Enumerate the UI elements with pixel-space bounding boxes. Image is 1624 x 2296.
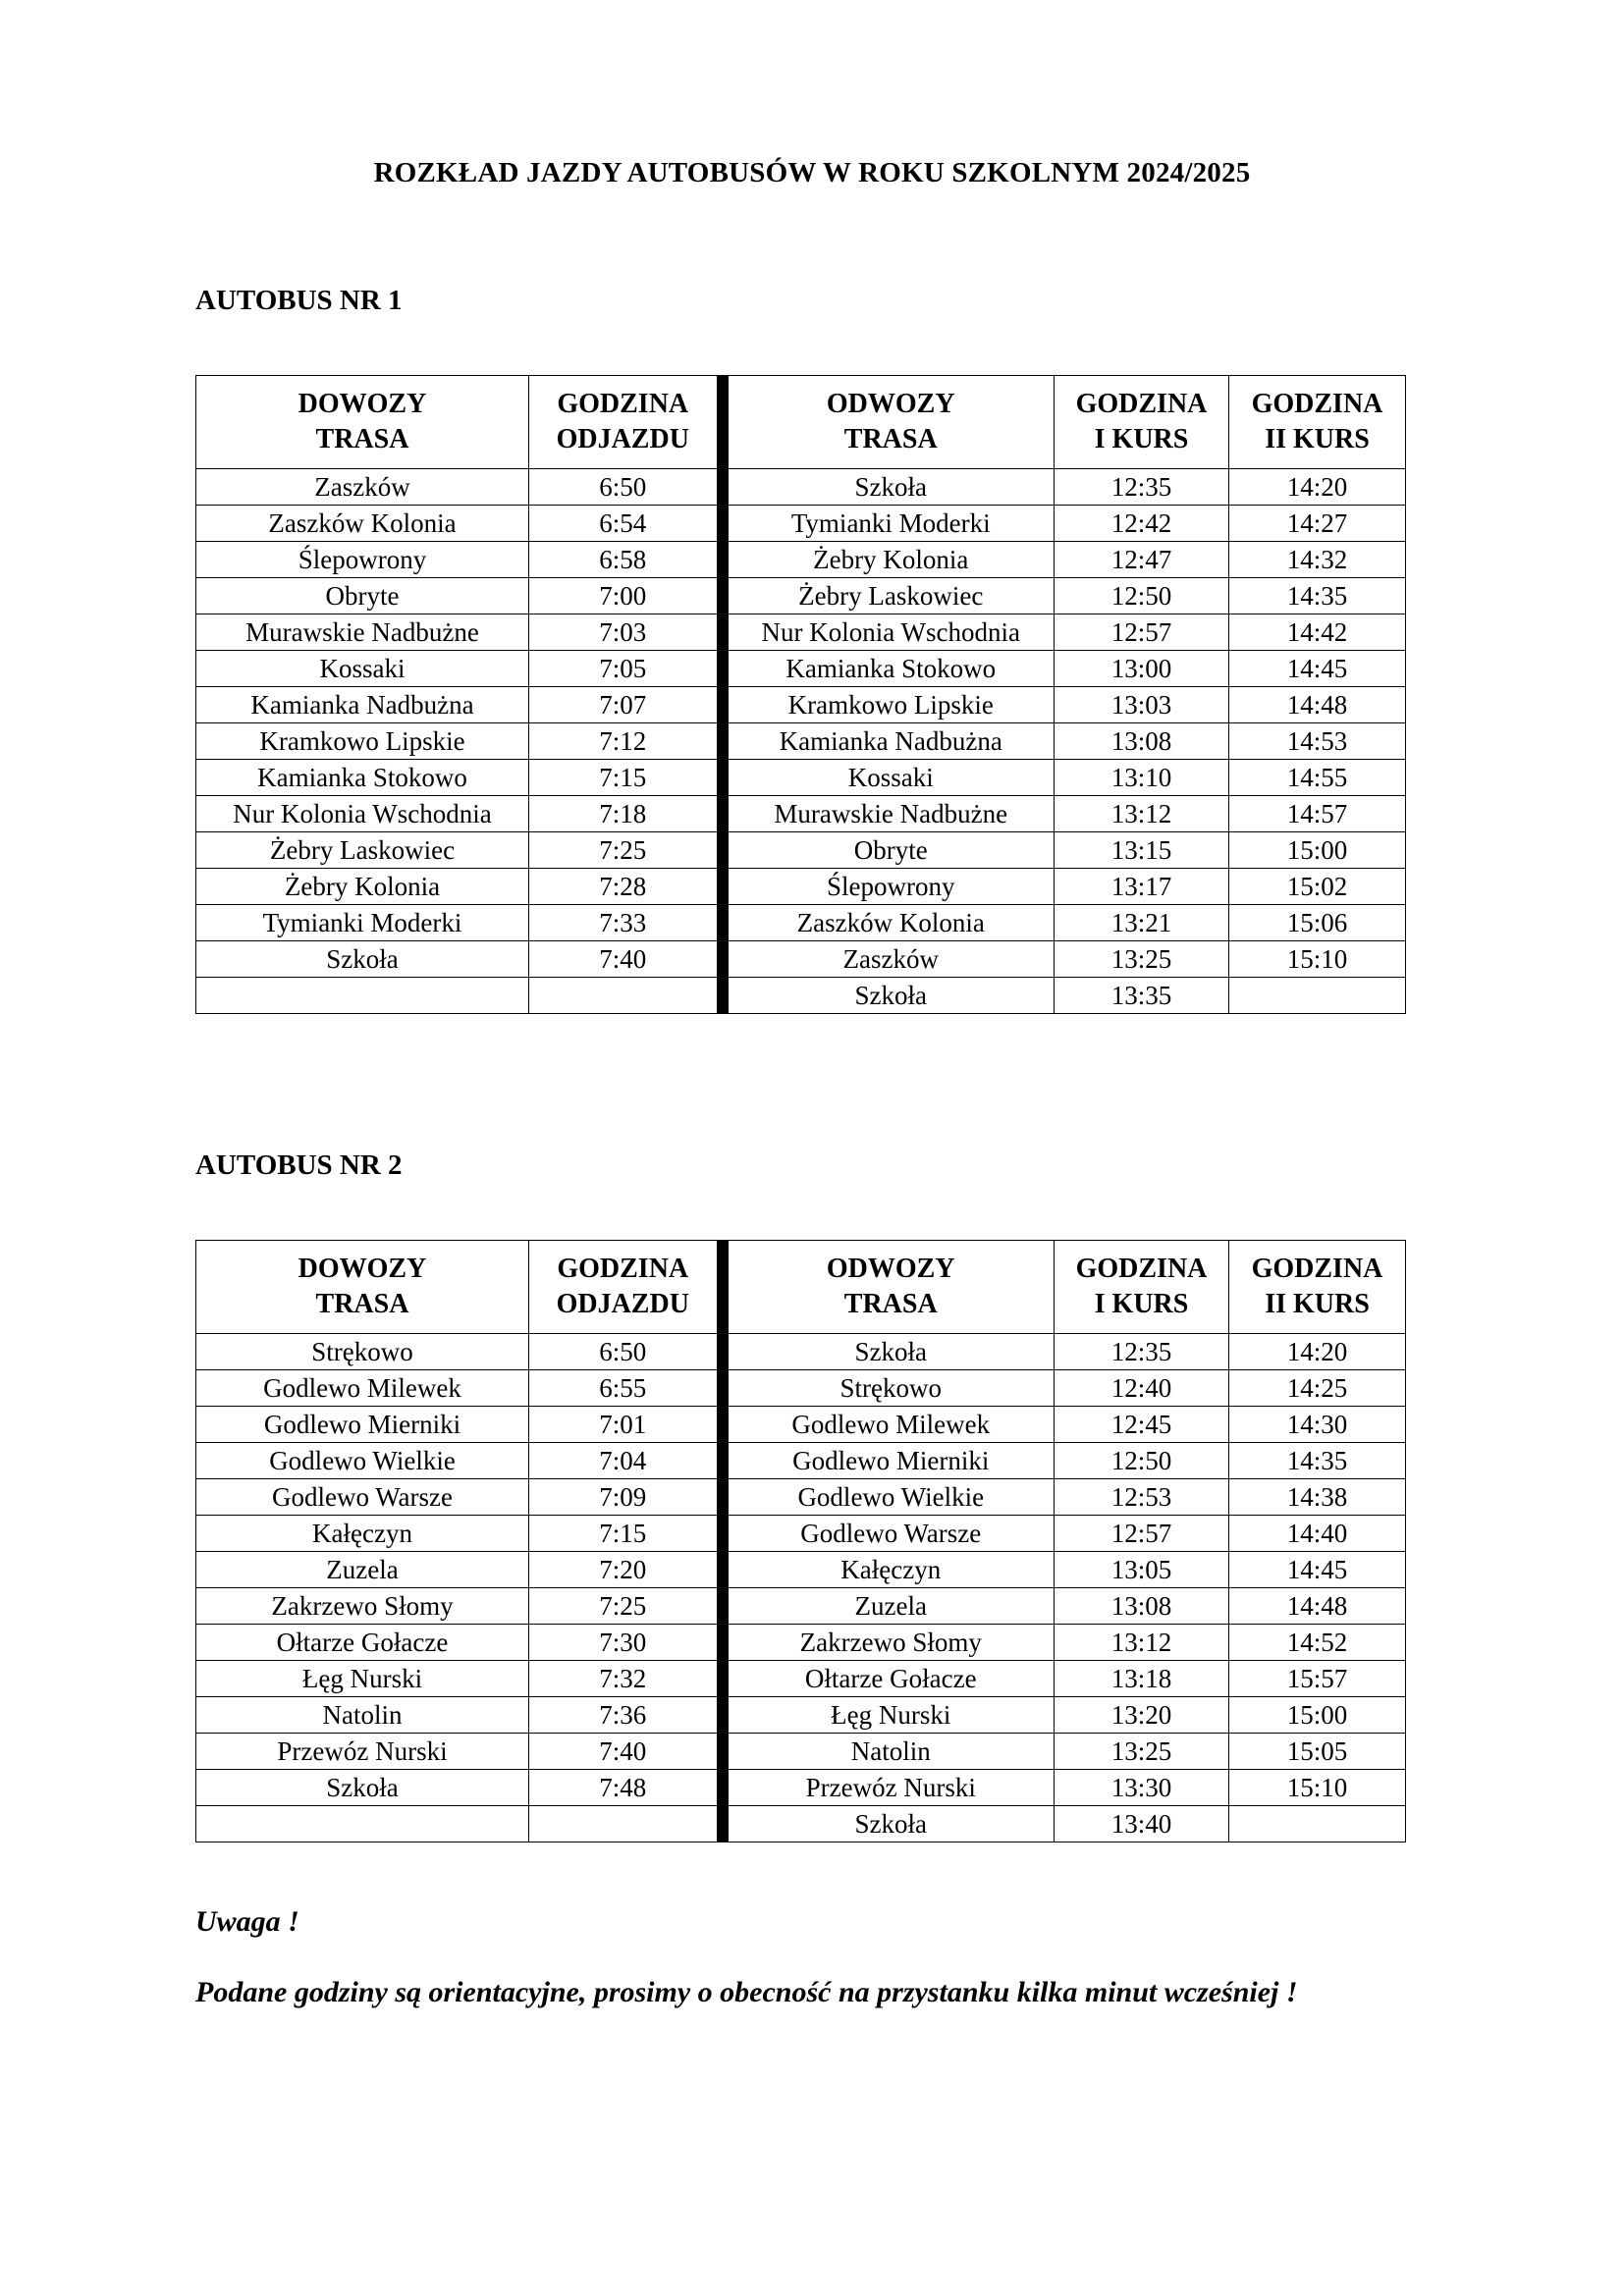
godzina-odjazdu-header: GODZINA ODJAZDU <box>529 1241 723 1334</box>
kurs-2-time-cell: 14:27 <box>1229 506 1406 542</box>
odjazd-time-cell: 7:03 <box>529 614 723 651</box>
table-header-row <box>196 1241 1406 1334</box>
dowozy-trasa-header: DOWOZY TRASA <box>196 376 529 469</box>
dowozy-stop-cell: Godlewo Warsze <box>196 1479 529 1516</box>
odwozy-stop-cell: Szkoła <box>723 1334 1055 1370</box>
dowozy-stop-cell: Nur Kolonia Wschodnia <box>196 796 529 832</box>
dowozy-stop-cell: Łęg Nurski <box>196 1661 529 1697</box>
odjazd-time-cell: 7:18 <box>529 796 723 832</box>
table-row <box>196 1370 1406 1407</box>
odjazd-time-cell: 7:01 <box>529 1407 723 1443</box>
dowozy-stop-cell: Zaszków <box>196 469 529 506</box>
dowozy-stop-cell: Zakrzewo Słomy <box>196 1588 529 1625</box>
odwozy-trasa-header: ODWOZY TRASA <box>723 1241 1055 1334</box>
dowozy-stop-cell: Szkoła <box>196 1770 529 1806</box>
dowozy-stop-cell: Godlewo Mierniki <box>196 1407 529 1443</box>
table-row <box>196 832 1406 869</box>
table-row <box>196 1770 1406 1806</box>
odjazd-time-cell: 6:58 <box>529 542 723 578</box>
kurs-2-time-cell: 15:05 <box>1229 1734 1406 1770</box>
dowozy-trasa-header: DOWOZY TRASA <box>196 1241 529 1334</box>
odjazd-time-cell: 6:55 <box>529 1370 723 1407</box>
kurs-1-time-cell: 12:57 <box>1055 614 1229 651</box>
table-row <box>196 869 1406 905</box>
dowozy-stop-cell: Zuzela <box>196 1552 529 1588</box>
kurs-2-time-cell: 15:06 <box>1229 905 1406 941</box>
odjazd-time-cell: 7:28 <box>529 869 723 905</box>
odjazd-time-cell: 7:15 <box>529 1516 723 1552</box>
table-row <box>196 1588 1406 1625</box>
odjazd-time-cell: 6:50 <box>529 469 723 506</box>
dowozy-stop-cell: Kossaki <box>196 651 529 687</box>
table-row <box>196 1806 1406 1842</box>
kurs-1-time-cell: 13:15 <box>1055 832 1229 869</box>
kurs-2-time-cell: 15:10 <box>1229 1770 1406 1806</box>
kurs-1-time-cell: 12:35 <box>1055 469 1229 506</box>
dowozy-stop-cell: Żebry Laskowiec <box>196 832 529 869</box>
odjazd-time-cell: 7:30 <box>529 1625 723 1661</box>
kurs-2-time-cell: 15:57 <box>1229 1661 1406 1697</box>
note-text: Podane godziny są orientacyjne, prosimy o obecność na przystanku kilka minut wcześniej ! <box>195 1976 1298 2008</box>
table-header-row <box>196 376 1406 469</box>
odjazd-time-cell: 7:09 <box>529 1479 723 1516</box>
table-row <box>196 1516 1406 1552</box>
table-row <box>196 651 1406 687</box>
table-row <box>196 1552 1406 1588</box>
godzina-i-kurs-header: GODZINA I KURS <box>1055 376 1229 469</box>
odjazd-time-cell: 7:32 <box>529 1661 723 1697</box>
dowozy-stop-cell: Godlewo Milewek <box>196 1370 529 1407</box>
kurs-2-time-cell: 14:52 <box>1229 1625 1406 1661</box>
table-row <box>196 978 1406 1014</box>
bus-2-heading: AUTOBUS NR 2 <box>195 1149 403 1181</box>
odjazd-time-cell: 7:15 <box>529 760 723 796</box>
dowozy-stop-cell: Natolin <box>196 1697 529 1734</box>
table-row <box>196 905 1406 941</box>
odwozy-stop-cell: Kossaki <box>723 760 1055 796</box>
odwozy-stop-cell: Godlewo Warsze <box>723 1516 1055 1552</box>
dowozy-stop-cell: Kamianka Nadbużna <box>196 687 529 723</box>
kurs-2-time-cell: 14:55 <box>1229 760 1406 796</box>
kurs-1-time-cell: 13:05 <box>1055 1552 1229 1588</box>
dowozy-stop-cell: Tymianki Moderki <box>196 905 529 941</box>
kurs-1-time-cell: 12:50 <box>1055 578 1229 614</box>
dowozy-stop-cell: Murawskie Nadbużne <box>196 614 529 651</box>
kurs-2-time-cell: 14:48 <box>1229 1588 1406 1625</box>
table-row <box>196 578 1406 614</box>
dowozy-stop-cell: Przewóz Nurski <box>196 1734 529 1770</box>
table-row <box>196 796 1406 832</box>
kurs-2-time-cell: 14:32 <box>1229 542 1406 578</box>
kurs-2-time-cell: 14:45 <box>1229 651 1406 687</box>
dowozy-stop-cell: Kramkowo Lipskie <box>196 723 529 760</box>
odwozy-stop-cell: Strękowo <box>723 1370 1055 1407</box>
dowozy-stop-cell <box>196 1806 529 1842</box>
odwozy-stop-cell: Godlewo Mierniki <box>723 1443 1055 1479</box>
kurs-2-time-cell: 14:25 <box>1229 1370 1406 1407</box>
odwozy-stop-cell: Ślepowrony <box>723 869 1055 905</box>
odwozy-stop-cell: Przewóz Nurski <box>723 1770 1055 1806</box>
table-row <box>196 723 1406 760</box>
kurs-2-time-cell: 14:48 <box>1229 687 1406 723</box>
odwozy-stop-cell: Obryte <box>723 832 1055 869</box>
kurs-2-time-cell: 14:45 <box>1229 1552 1406 1588</box>
kurs-2-time-cell: 15:02 <box>1229 869 1406 905</box>
dowozy-stop-cell: Obryte <box>196 578 529 614</box>
kurs-1-time-cell: 13:08 <box>1055 1588 1229 1625</box>
odjazd-time-cell: 7:07 <box>529 687 723 723</box>
table-row <box>196 1407 1406 1443</box>
odwozy-stop-cell: Zaszków Kolonia <box>723 905 1055 941</box>
dowozy-stop-cell: Godlewo Wielkie <box>196 1443 529 1479</box>
odjazd-time-cell: 7:48 <box>529 1770 723 1806</box>
table-row <box>196 1661 1406 1697</box>
table-row <box>196 506 1406 542</box>
kurs-2-time-cell: 15:00 <box>1229 1697 1406 1734</box>
kurs-2-time-cell: 14:57 <box>1229 796 1406 832</box>
kurs-1-time-cell: 13:08 <box>1055 723 1229 760</box>
odjazd-time-cell: 7:20 <box>529 1552 723 1588</box>
odwozy-stop-cell: Zakrzewo Słomy <box>723 1625 1055 1661</box>
odjazd-time-cell: 7:36 <box>529 1697 723 1734</box>
kurs-2-time-cell: 14:35 <box>1229 578 1406 614</box>
odwozy-stop-cell: Kamianka Nadbużna <box>723 723 1055 760</box>
odwozy-stop-cell: Szkoła <box>723 978 1055 1014</box>
odwozy-stop-cell: Zaszków <box>723 941 1055 978</box>
kurs-2-time-cell: 14:42 <box>1229 614 1406 651</box>
table-row <box>196 469 1406 506</box>
odjazd-time-cell: 7:04 <box>529 1443 723 1479</box>
odwozy-stop-cell: Tymianki Moderki <box>723 506 1055 542</box>
godzina-ii-kurs-header: GODZINA II KURS <box>1229 376 1406 469</box>
kurs-1-time-cell: 13:17 <box>1055 869 1229 905</box>
godzina-odjazdu-header: GODZINA ODJAZDU <box>529 376 723 469</box>
godzina-ii-kurs-header: GODZINA II KURS <box>1229 1241 1406 1334</box>
kurs-2-time-cell <box>1229 1806 1406 1842</box>
kurs-1-time-cell: 13:20 <box>1055 1697 1229 1734</box>
table-row <box>196 1697 1406 1734</box>
table-row <box>196 687 1406 723</box>
table-row <box>196 1334 1406 1370</box>
dowozy-stop-cell: Zaszków Kolonia <box>196 506 529 542</box>
godzina-i-kurs-header: GODZINA I KURS <box>1055 1241 1229 1334</box>
kurs-1-time-cell: 13:00 <box>1055 651 1229 687</box>
kurs-1-time-cell: 12:47 <box>1055 542 1229 578</box>
table-row <box>196 1625 1406 1661</box>
kurs-2-time-cell: 14:38 <box>1229 1479 1406 1516</box>
table-row <box>196 614 1406 651</box>
table-row <box>196 542 1406 578</box>
dowozy-stop-cell <box>196 978 529 1014</box>
kurs-1-time-cell: 13:10 <box>1055 760 1229 796</box>
kurs-2-time-cell: 15:10 <box>1229 941 1406 978</box>
odwozy-stop-cell: Kałęczyn <box>723 1552 1055 1588</box>
bus-2-schedule-table <box>195 1240 1406 1842</box>
odjazd-time-cell: 7:25 <box>529 832 723 869</box>
kurs-1-time-cell: 12:40 <box>1055 1370 1229 1407</box>
odjazd-time-cell <box>529 1806 723 1842</box>
odwozy-stop-cell: Godlewo Milewek <box>723 1407 1055 1443</box>
odjazd-time-cell <box>529 978 723 1014</box>
kurs-2-time-cell <box>1229 978 1406 1014</box>
dowozy-stop-cell: Szkoła <box>196 941 529 978</box>
kurs-2-time-cell: 14:20 <box>1229 1334 1406 1370</box>
dowozy-stop-cell: Kamianka Stokowo <box>196 760 529 796</box>
odjazd-time-cell: 7:40 <box>529 1734 723 1770</box>
kurs-1-time-cell: 12:50 <box>1055 1443 1229 1479</box>
odjazd-time-cell: 7:00 <box>529 578 723 614</box>
odwozy-stop-cell: Zuzela <box>723 1588 1055 1625</box>
table-row <box>196 1479 1406 1516</box>
kurs-1-time-cell: 12:53 <box>1055 1479 1229 1516</box>
table-row <box>196 941 1406 978</box>
kurs-2-time-cell: 15:00 <box>1229 832 1406 869</box>
odjazd-time-cell: 6:54 <box>529 506 723 542</box>
kurs-2-time-cell: 14:20 <box>1229 469 1406 506</box>
bus-1-heading: AUTOBUS NR 1 <box>195 285 403 316</box>
odwozy-stop-cell: Żebry Laskowiec <box>723 578 1055 614</box>
bus-1-schedule-table <box>195 375 1406 1014</box>
kurs-1-time-cell: 13:25 <box>1055 1734 1229 1770</box>
kurs-1-time-cell: 13:18 <box>1055 1661 1229 1697</box>
kurs-1-time-cell: 12:35 <box>1055 1334 1229 1370</box>
odjazd-time-cell: 7:05 <box>529 651 723 687</box>
odjazd-time-cell: 6:50 <box>529 1334 723 1370</box>
dowozy-stop-cell: Żebry Kolonia <box>196 869 529 905</box>
table-row <box>196 760 1406 796</box>
kurs-1-time-cell: 13:12 <box>1055 1625 1229 1661</box>
kurs-1-time-cell: 13:21 <box>1055 905 1229 941</box>
table-row <box>196 1734 1406 1770</box>
kurs-2-time-cell: 14:40 <box>1229 1516 1406 1552</box>
table-row <box>196 1443 1406 1479</box>
kurs-1-time-cell: 12:57 <box>1055 1516 1229 1552</box>
odjazd-time-cell: 7:40 <box>529 941 723 978</box>
odwozy-stop-cell: Łęg Nurski <box>723 1697 1055 1734</box>
kurs-1-time-cell: 12:42 <box>1055 506 1229 542</box>
kurs-1-time-cell: 13:03 <box>1055 687 1229 723</box>
odwozy-stop-cell: Szkoła <box>723 469 1055 506</box>
odwozy-stop-cell: Nur Kolonia Wschodnia <box>723 614 1055 651</box>
odwozy-stop-cell: Ołtarze Gołacze <box>723 1661 1055 1697</box>
odwozy-stop-cell: Natolin <box>723 1734 1055 1770</box>
kurs-2-time-cell: 14:30 <box>1229 1407 1406 1443</box>
odwozy-stop-cell: Murawskie Nadbużne <box>723 796 1055 832</box>
odwozy-stop-cell: Kamianka Stokowo <box>723 651 1055 687</box>
kurs-2-time-cell: 14:35 <box>1229 1443 1406 1479</box>
kurs-1-time-cell: 13:35 <box>1055 978 1229 1014</box>
odjazd-time-cell: 7:25 <box>529 1588 723 1625</box>
odwozy-stop-cell: Żebry Kolonia <box>723 542 1055 578</box>
page-title: ROZKŁAD JAZDY AUTOBUSÓW W ROKU SZKOLNYM 2024/2025 <box>373 157 1251 188</box>
note-heading: Uwaga ! <box>195 1905 299 1938</box>
odwozy-stop-cell: Godlewo Wielkie <box>723 1479 1055 1516</box>
dowozy-stop-cell: Strękowo <box>196 1334 529 1370</box>
kurs-1-time-cell: 13:40 <box>1055 1806 1229 1842</box>
dowozy-stop-cell: Ołtarze Gołacze <box>196 1625 529 1661</box>
odjazd-time-cell: 7:12 <box>529 723 723 760</box>
kurs-1-time-cell: 13:25 <box>1055 941 1229 978</box>
odwozy-stop-cell: Kramkowo Lipskie <box>723 687 1055 723</box>
kurs-2-time-cell: 14:53 <box>1229 723 1406 760</box>
odwozy-trasa-header: ODWOZY TRASA <box>723 376 1055 469</box>
kurs-1-time-cell: 12:45 <box>1055 1407 1229 1443</box>
kurs-1-time-cell: 13:30 <box>1055 1770 1229 1806</box>
odwozy-stop-cell: Szkoła <box>723 1806 1055 1842</box>
dowozy-stop-cell: Kałęczyn <box>196 1516 529 1552</box>
dowozy-stop-cell: Ślepowrony <box>196 542 529 578</box>
odjazd-time-cell: 7:33 <box>529 905 723 941</box>
kurs-1-time-cell: 13:12 <box>1055 796 1229 832</box>
